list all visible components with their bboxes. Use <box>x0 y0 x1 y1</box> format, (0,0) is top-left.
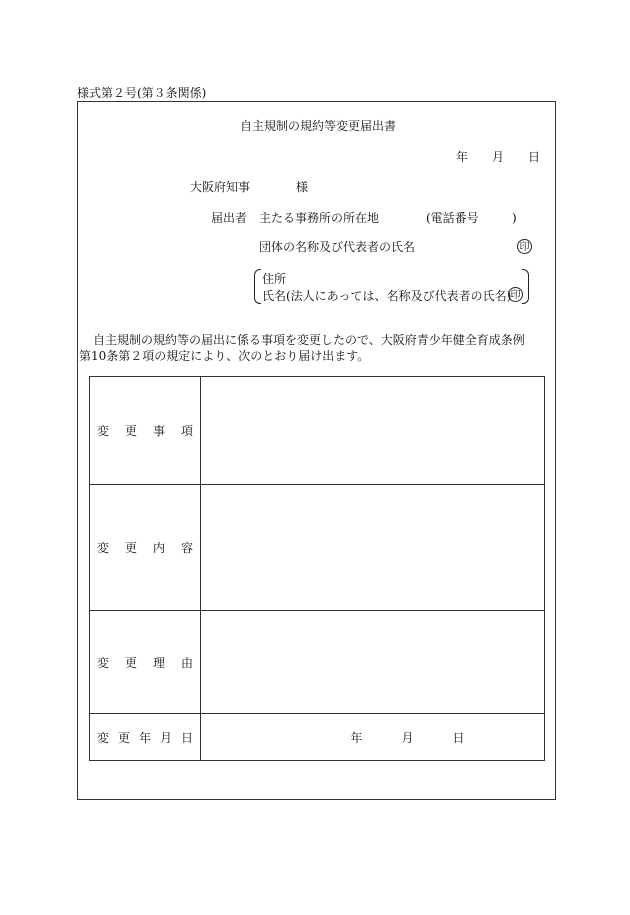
address-label: 住所 <box>262 272 287 286</box>
phone-label-close: ) <box>512 211 517 225</box>
form-title: 自主規制の規約等変更届出書 <box>240 119 397 133</box>
form-number: 様式第２号(第３条関係) <box>77 86 207 100</box>
addressee-honorific: 様 <box>296 180 309 194</box>
table-row-change-content <box>90 485 545 611</box>
bracket-left <box>254 269 261 304</box>
change-date-month: 月 <box>401 730 414 745</box>
body-text-line-1: 自主規制の規約等の届出に係る事項を変更したので、大阪府青少年健全育成条例 <box>93 333 525 347</box>
date-day: 日 <box>528 150 541 164</box>
label-change-reason: 変 更 理 由 <box>90 611 201 714</box>
date-year: 年 <box>456 150 469 164</box>
name-label: 氏名(法人にあっては、名称及び代表者の氏名) <box>262 289 512 303</box>
change-date-day: 日 <box>452 730 465 745</box>
field-change-date[interactable] <box>201 714 545 761</box>
table-row-change-item <box>90 377 545 485</box>
change-date-year: 年 <box>350 730 363 745</box>
table-row-change-date <box>90 714 545 761</box>
phone-label-open: (電話番号 <box>426 211 479 225</box>
field-change-content[interactable] <box>201 485 545 611</box>
label-change-date: 変 更 年 月 日 <box>90 714 201 761</box>
bracket-right <box>522 269 529 304</box>
body-text-line-2: 第10条第２項の規定により、次のとおり届け出ます。 <box>79 349 370 363</box>
change-details-table <box>89 376 545 761</box>
field-change-reason[interactable] <box>201 611 545 714</box>
label-change-item: 変 更 事 項 <box>90 377 201 485</box>
applicant-label: 届出者 <box>211 211 248 225</box>
table-row-change-reason <box>90 611 545 714</box>
label-change-content: 変 更 内 容 <box>90 485 201 611</box>
date-month: 月 <box>492 150 505 164</box>
seal-icon-corporate: 印 <box>508 287 523 302</box>
office-address-label: 主たる事務所の所在地 <box>259 211 380 225</box>
field-change-item[interactable] <box>201 377 545 485</box>
seal-icon: 印 <box>517 239 532 254</box>
org-name-label: 団体の名称及び代表者の氏名 <box>259 240 416 254</box>
addressee-name: 大阪府知事 <box>190 180 251 194</box>
